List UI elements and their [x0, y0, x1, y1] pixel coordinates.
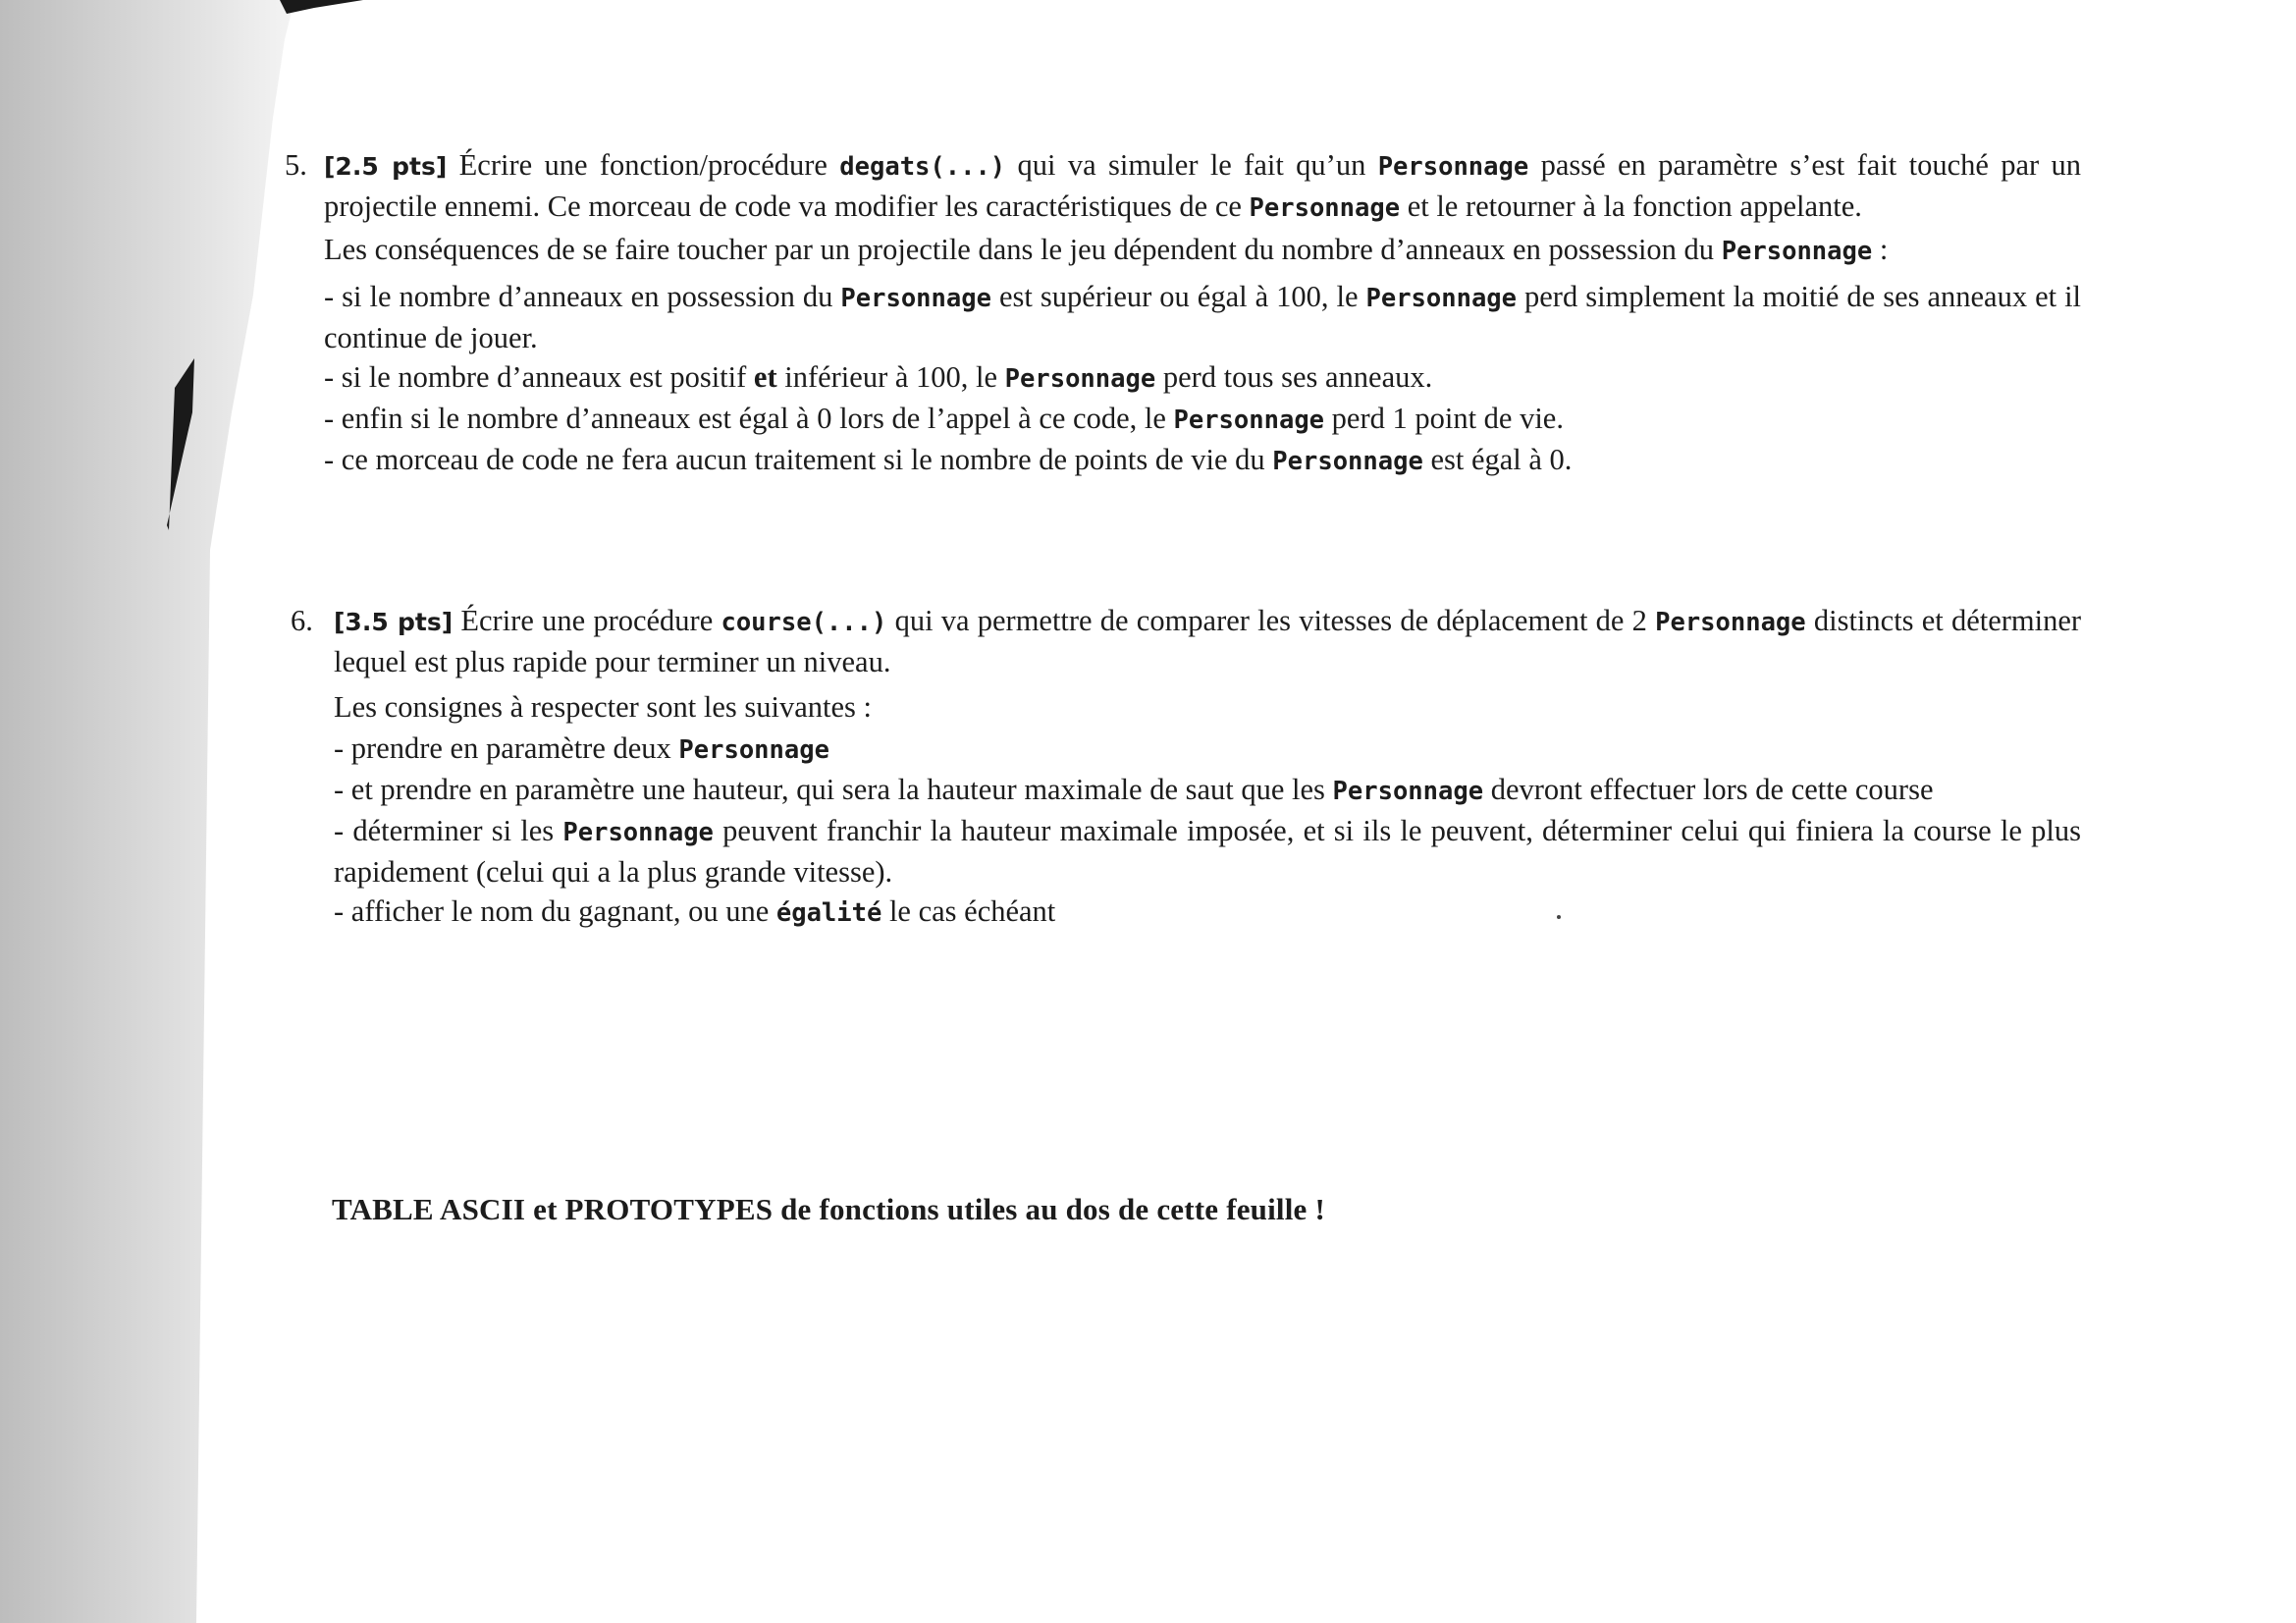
- exercise-statement: [2.5 pts] Écrire une fonction/procédure degats(...) qui va simuler le fait qu’un Personnage passé en paramètre s’est fait touché par un projectile ennemi. Ce morceau de code va modifier les caractéristiques de ce Personnage et le retourner à la fonction appelante.: [324, 148, 2082, 223]
- instructions-intro: Les consignes à respecter sont les suivantes :: [334, 690, 873, 724]
- type-name: Personnage: [562, 818, 714, 847]
- rule-item: - si le nombre d’anneaux est positif et inférieur à 100, le Personnage perd tous ses anneaux.: [324, 360, 1433, 394]
- exercise-number: 5.: [285, 148, 307, 182]
- rule-item: - et prendre en paramètre une hauteur, qui sera la hauteur maximale de saut que les Personnage devront effectuer lors de cette course: [334, 773, 1934, 806]
- exercise-context: Les conséquences de se faire toucher par un projectile dans le jeu dépendent du nombre d’anneaux en possession du Personnage :: [324, 233, 1889, 266]
- type-name: Personnage: [840, 284, 991, 313]
- function-name: course(...): [721, 608, 887, 637]
- exercise-number: 6.: [291, 604, 313, 637]
- rule-item: - ce morceau de code ne fera aucun traitement si le nombre de points de vie du Personnage est égal à 0.: [324, 443, 1573, 476]
- type-name: Personnage: [1377, 152, 1529, 182]
- rule-item: - si le nombre d’anneaux en possession du Personnage est supérieur ou égal à 100, le Personnage perd simplement la moitié de ses anneaux et il continue de jouer.: [324, 280, 2082, 354]
- type-name: Personnage: [1249, 193, 1401, 223]
- type-name: Personnage: [1272, 447, 1423, 476]
- type-name: Personnage: [1655, 608, 1806, 637]
- exercise-body: [324, 145, 2081, 481]
- rule-item: - enfin si le nombre d’anneaux est égal à 0 lors de l’appel à ce code, le Personnage perd 1 point de vie.: [324, 402, 1564, 435]
- rule-item: - prendre en paramètre deux Personnage: [334, 731, 829, 765]
- points-label: [2.5 pts]: [324, 152, 448, 181]
- type-name: Personnage: [678, 735, 829, 765]
- type-name: Personnage: [1004, 364, 1156, 394]
- function-name: degats(...): [839, 152, 1006, 182]
- exercise-6: [291, 601, 2081, 933]
- exercise-5: [285, 145, 2081, 481]
- rule-item: - afficher le nom du gagnant, ou une égalité le cas échéant: [334, 894, 1056, 928]
- keyword: égalité: [775, 898, 882, 928]
- type-name: Personnage: [1365, 284, 1518, 313]
- emphasis: et: [753, 360, 777, 394]
- rule-item: - déterminer si les Personnage peuvent franchir la hauteur maximale imposée, et si ils le peuvent, déterminer celui qui finiera la course le plus rapidement (celui qui a la plus grande vitesse).: [334, 814, 2082, 889]
- exercise-body: [334, 601, 2081, 933]
- points-label: [3.5 pts]: [334, 608, 454, 636]
- type-name: Personnage: [1721, 237, 1873, 266]
- footer-note: TABLE ASCII et PROTOTYPES de fonctions utiles au dos de cette feuille !: [332, 1192, 1325, 1226]
- type-name: Personnage: [1332, 777, 1484, 806]
- exercise-statement: [3.5 pts] Écrire une procédure course(...) qui va permettre de comparer les vitesses de déplacement de 2 Personnage distincts et déterminer lequel est plus rapide pour terminer un niveau.: [334, 604, 2082, 678]
- dust-speck: [1557, 915, 1561, 919]
- type-name: Personnage: [1173, 406, 1325, 435]
